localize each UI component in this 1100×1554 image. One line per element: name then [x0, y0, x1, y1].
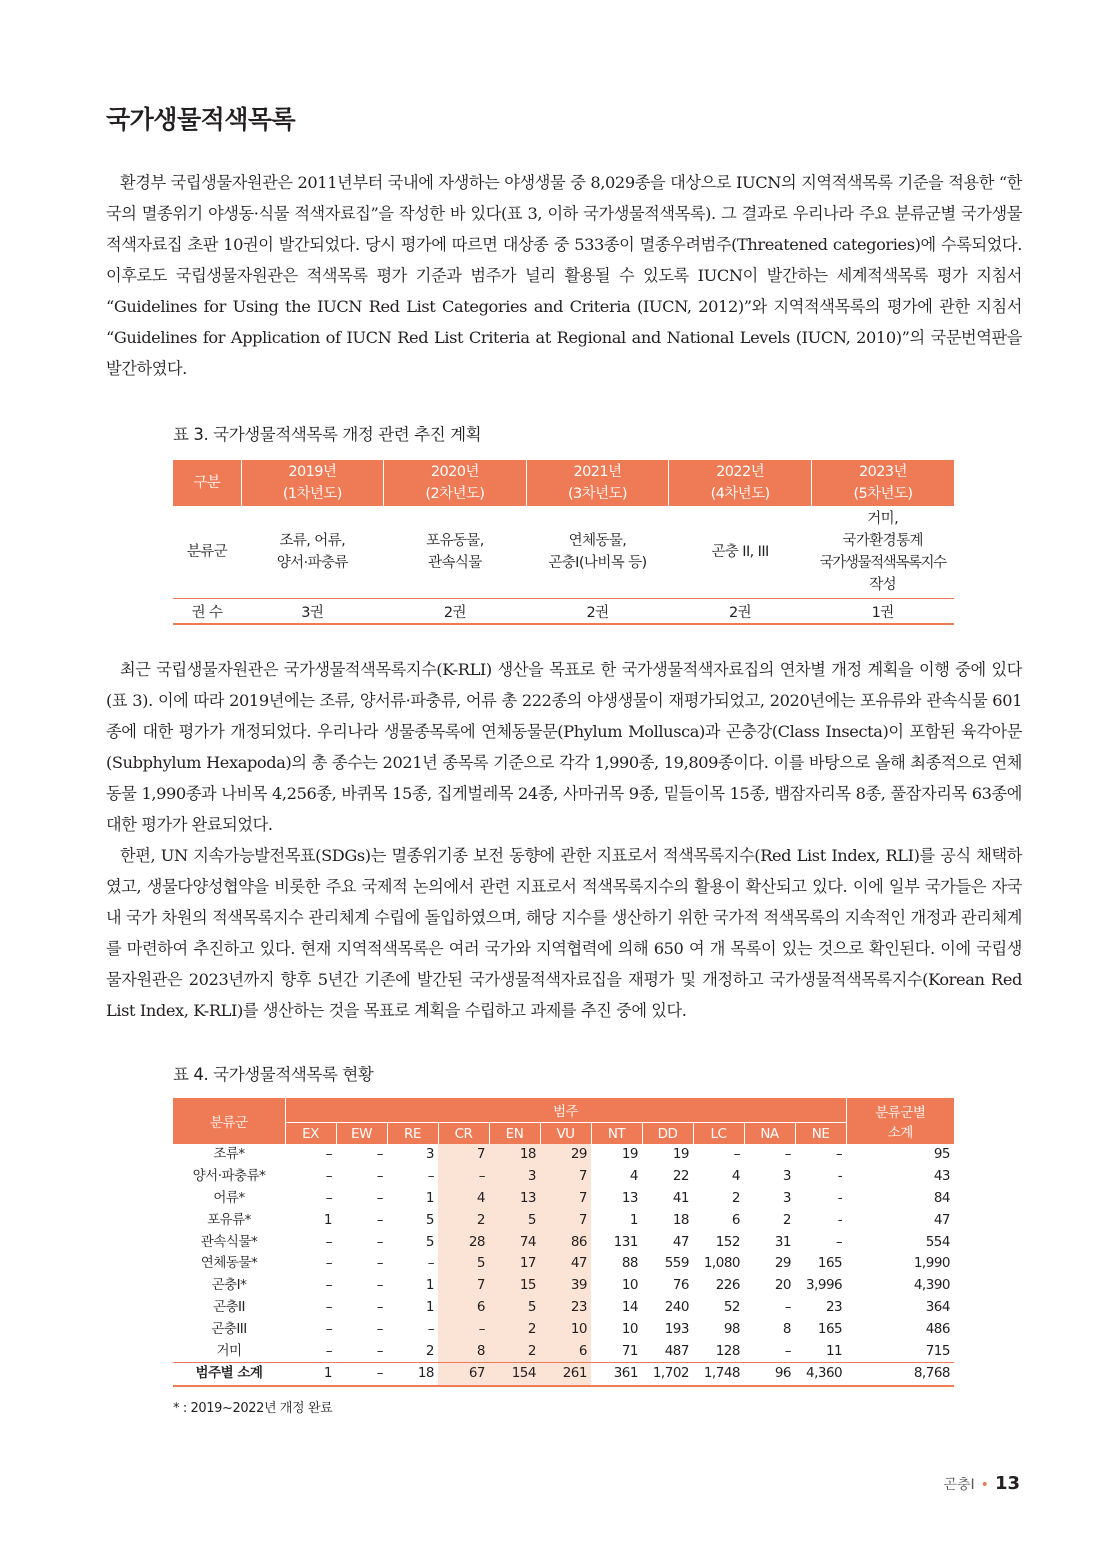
subtotal-cell: 43: [933, 1168, 950, 1185]
table-cell: 559: [664, 1255, 689, 1272]
table-cell: 131: [613, 1233, 638, 1250]
table-cell: 13: [489, 1188, 540, 1210]
table-cell: 3,996: [805, 1277, 843, 1294]
table-cell: 2: [489, 1340, 540, 1362]
header-group: 분류군: [173, 1098, 285, 1144]
table-cell: 연체동물, 곤충I(나비목 등): [526, 506, 669, 599]
row-label: 포유류*: [207, 1211, 251, 1228]
page-number: 13: [994, 1473, 1020, 1494]
header-subtotal: 분류군별 소계: [846, 1098, 954, 1144]
table-header-row: [173, 460, 954, 506]
table-cell: –: [427, 1168, 434, 1185]
table-cell: –: [376, 1233, 383, 1250]
table-cell: 4: [629, 1168, 638, 1185]
category-header: NT: [591, 1123, 642, 1145]
table-cell: –: [427, 1255, 434, 1272]
table-row: [173, 1297, 954, 1319]
table-cell: 3: [425, 1146, 434, 1163]
table-cell: 3: [782, 1168, 791, 1185]
table-cell: 조류, 어류, 양서·파충류: [241, 506, 384, 599]
table-cell: 1: [285, 1362, 336, 1385]
table-row: [173, 1188, 954, 1210]
subtotal-cell: 1,990: [913, 1255, 950, 1272]
row-label: 분류군: [173, 506, 241, 599]
header-category: 범주: [285, 1098, 846, 1123]
table-cell: –: [438, 1166, 489, 1188]
table-cell: 7: [540, 1188, 591, 1210]
table3-caption: 표 3. 국가생물적색목록 개정 관련 추진 계획: [173, 425, 482, 444]
subtotal-cell: 95: [933, 1146, 950, 1163]
table-cell: -: [837, 1168, 843, 1185]
table-cell: 5: [438, 1253, 489, 1275]
category-header: EW: [336, 1123, 387, 1145]
table-cell: 29: [774, 1255, 791, 1272]
table-cell: 8: [782, 1320, 791, 1337]
subtotal-cell: 8,768: [846, 1362, 954, 1385]
table-cell: 20: [774, 1277, 791, 1294]
row-label: 범주별 소계: [173, 1362, 285, 1385]
table-cell: 47: [672, 1233, 689, 1250]
table-cell: 28: [438, 1231, 489, 1253]
header-year: 2022년 (4차년도): [669, 460, 812, 506]
table-cell: –: [784, 1342, 791, 1359]
table-cell: 96: [744, 1362, 795, 1385]
intro-paragraph: [106, 167, 1022, 384]
table-cell: 98: [723, 1320, 740, 1337]
table-cell: 18: [489, 1144, 540, 1166]
table-row: [173, 1209, 954, 1231]
table-cell: –: [376, 1320, 383, 1337]
row-label: 관속식물*: [200, 1233, 258, 1250]
table-row: [173, 1275, 954, 1297]
table-row: [173, 1318, 954, 1340]
subtotal-cell: 486: [925, 1320, 950, 1337]
table-cell: 5: [489, 1209, 540, 1231]
header-label: 구분: [173, 460, 241, 506]
category-header: DD: [642, 1123, 693, 1145]
table-cell: 2: [425, 1342, 434, 1359]
subtotal-cell: 364: [925, 1298, 950, 1315]
table-footnote: * : 2019~2022년 개정 완료: [173, 1401, 333, 1416]
table-cell: 52: [723, 1298, 740, 1315]
category-header: LC: [693, 1123, 744, 1145]
row-label: 권 수: [173, 599, 241, 625]
table-cell: –: [835, 1233, 843, 1250]
table-cell: –: [835, 1146, 843, 1163]
table-row: [173, 1166, 954, 1188]
table-cell: 10: [540, 1318, 591, 1340]
table-cell: 2권: [384, 599, 527, 625]
table-cell: 15: [489, 1275, 540, 1297]
table-cell: 361: [591, 1362, 642, 1385]
table-cell: 154: [489, 1362, 540, 1385]
header-year: 2020년 (2차년도): [384, 460, 527, 506]
table-cell: –: [376, 1298, 383, 1315]
subtotal-cell: 554: [925, 1233, 950, 1250]
table-cell: 6: [731, 1211, 740, 1228]
table-cell: –: [733, 1146, 740, 1163]
table-cell: -: [837, 1211, 843, 1228]
table-cell: 19: [621, 1146, 638, 1163]
table-cell: –: [376, 1168, 383, 1185]
table-cell: –: [325, 1168, 332, 1185]
table-cell: –: [325, 1298, 332, 1315]
subtotal-cell: 4,390: [913, 1277, 950, 1294]
table-cell: 거미, 국가환경통계 국가생물적색목록지수 작성: [811, 506, 954, 599]
table-cell: 152: [715, 1233, 740, 1250]
table-cell: 7: [438, 1275, 489, 1297]
page-title: 국가생물적색목록: [106, 105, 296, 134]
table-cell: 19: [672, 1146, 689, 1163]
table-cell: –: [325, 1277, 332, 1294]
table-cell: 4: [731, 1168, 740, 1185]
table-cell: 14: [621, 1298, 638, 1315]
body-paragraphs: [106, 654, 1022, 1026]
table-cell: 5: [489, 1297, 540, 1319]
table-cell: –: [438, 1318, 489, 1340]
table-cell: –: [376, 1277, 383, 1294]
table-cell: 5: [425, 1211, 434, 1228]
table-header-row: [173, 1123, 954, 1145]
table-cell: 226: [715, 1277, 740, 1294]
table-cell: 7: [540, 1209, 591, 1231]
table-cell: 곤충 II, III: [669, 506, 812, 599]
table-cell: –: [325, 1189, 332, 1206]
table-cell: 165: [817, 1320, 843, 1337]
subtotal-cell: 84: [933, 1189, 950, 1206]
table4-caption: 표 4. 국가생물적색목록 현황: [173, 1065, 374, 1084]
table-cell: 4,360: [795, 1362, 846, 1385]
table-cell: 3: [489, 1166, 540, 1188]
paragraph: 한편, UN 지속가능발전목표(SDGs)는 멸종위기종 보전 동향에 관한 지표로서 적색목록지수(Red List Index, RLI)를 공식 채택하였고, 생물다양성협약을 비롯한 주요 국제적 논의에서 관련 지표로서 적색목록지수의 활용이 확산되고 있다. 이에 일부 국가들은 자국 내 국가 차원의 적색목록지수 관리체계 수립에 돌입하였으며, 해당 지수를 생산하기 위한 국가적 적색목록의 지속적인 개정과 관리체계를 마련하여 추진하고 있다. 현재 지역적색목록은 여러 국가와 지역협력에 의해 650 여 개 목록이 있는 것으로 확인된다. 이에 국립생물자원관은 2023년까지 향후 5년간 기존에 발간된 국가생물적색자료집을 재평가 및 개정하고 국가생물적색목록지수(Korean Red List Index, K-RLI)를 생산하는 것을 목표로 계획을 수립하고 과제를 추진 중에 있다.: [106, 846, 1022, 1020]
category-header: VU: [540, 1123, 591, 1145]
table-cell: –: [376, 1342, 383, 1359]
table-header-row: [173, 1098, 954, 1123]
table-cell: 1: [425, 1277, 434, 1294]
table-cell: 18: [387, 1362, 438, 1385]
section-name: 곤충I: [943, 1477, 975, 1493]
header-year: 2019년 (1차년도): [241, 460, 384, 506]
table-cell: 7: [540, 1166, 591, 1188]
table-cell: 86: [540, 1231, 591, 1253]
table-row: [173, 599, 954, 625]
table-cell: 1: [629, 1211, 638, 1228]
revision-plan-table: [173, 460, 954, 625]
table-cell: 포유동물, 관속식물: [384, 506, 527, 599]
row-label: 곤충II: [212, 1298, 246, 1315]
table-cell: 23: [825, 1298, 843, 1315]
table-cell: 74: [489, 1231, 540, 1253]
table-cell: 6: [540, 1340, 591, 1362]
row-label: 거미: [216, 1342, 242, 1359]
table-cell: 29: [540, 1144, 591, 1166]
table-cell: –: [376, 1255, 383, 1272]
table-cell: 5: [425, 1233, 434, 1250]
table-cell: –: [376, 1211, 383, 1228]
table-cell: 23: [540, 1297, 591, 1319]
table-cell: 13: [621, 1189, 638, 1206]
category-header: NE: [795, 1123, 846, 1145]
table-cell: –: [376, 1189, 383, 1206]
table-cell: –: [427, 1320, 434, 1337]
row-label: 어류*: [213, 1189, 245, 1206]
category-header: NA: [744, 1123, 795, 1145]
row-label: 양서·파충류*: [192, 1168, 266, 1185]
table-cell: 3권: [241, 599, 384, 625]
table-cell: –: [336, 1362, 387, 1385]
table-cell: 4: [438, 1188, 489, 1210]
table-cell: 240: [664, 1298, 689, 1315]
table-cell: 2: [731, 1189, 740, 1206]
table-cell: 31: [774, 1233, 791, 1250]
table-cell: –: [784, 1298, 791, 1315]
table-cell: –: [325, 1255, 332, 1272]
table-cell: –: [784, 1146, 791, 1163]
table-cell: –: [325, 1233, 332, 1250]
table-cell: 88: [621, 1255, 638, 1272]
bullet: •: [980, 1477, 989, 1493]
table-cell: –: [325, 1320, 332, 1337]
red-list-status-table: [173, 1098, 954, 1387]
table-cell: 71: [621, 1342, 638, 1359]
table-cell: 10: [621, 1277, 638, 1294]
header-year: 2021년 (3차년도): [526, 460, 669, 506]
paragraph: 환경부 국립생물자원관은 2011년부터 국내에 자생하는 야생생물 중 8,029종을 대상으로 IUCN의 지역적색목록 기준을 적용한 “한국의 멸종위기 야생동·식물 적색자료집”을 작성한 바 있다(표 3, 이하 국가생물적색목록). 그 결과로 우리나라 주요 분류군별 국가생물적색자료집 초판 10권이 발간되었다. 당시 평가에 따르면 대상종 중 533종이 멸종우려범주(Threatened categories)에 수록되었다. 이후로도 국립생물자원관은 적색목록 평가 기준과 범주가 널리 활용될 수 있도록 IUCN이 발간하는 세계적색목록 평가 지침서 “Guidelines for Using the IUCN Red List Categories and Criteria (IUCN, 2012)”와 지역적색목록의 평가에 관한 지침서 “Guidelines for Application of IUCN Red List Criteria at Regional and National Levels (IUCN, 2010)”의 국문번역판을 발간하였다.: [106, 173, 1022, 378]
table-cell: 1,748: [693, 1362, 744, 1385]
table-cell: 10: [621, 1320, 638, 1337]
table-cell: 8: [438, 1340, 489, 1362]
table-cell: 76: [672, 1277, 689, 1294]
table-cell: 22: [672, 1168, 689, 1185]
table-cell: 17: [489, 1253, 540, 1275]
table-cell: 2: [438, 1209, 489, 1231]
table-cell: 2권: [526, 599, 669, 625]
table-row: [173, 1253, 954, 1275]
table-cell: 1,080: [703, 1255, 740, 1272]
subtotal-cell: 715: [925, 1342, 950, 1359]
paragraph: 최근 국립생물자원관은 국가생물적색목록지수(K-RLI) 생산을 목표로 한 국가생물적색자료집의 연차별 개정 계획을 이행 중에 있다(표 3). 이에 따라 2019년에는 조류, 양서류·파충류, 어류 총 222종의 야생생물이 재평가되었고, 2020년에는 포유류와 관속식물 601종에 대한 평가가 개정되었다. 우리나라 생물종목록에 연체동물문(Phylum Mollusca)과 곤충강(Class Insecta)이 포함된 육각아문(Subphylum Hexapoda)의 총 종수는 2021년 종목록 기준으로 각각 1,990종, 19,809종이다. 이를 바탕으로 올해 최종적으로 연체동물 1,990종과 나비목 4,256종, 바퀴목 15종, 집게벌레목 24종, 사마귀목 9종, 밑들이목 15종, 뱀잠자리목 8종, 풀잠자리목 63종에 대한 평가가 완료되었다.: [106, 660, 1022, 834]
table-cell: 1권: [811, 599, 954, 625]
table-cell: -: [837, 1189, 843, 1206]
table-cell: 487: [664, 1342, 689, 1359]
table-cell: 165: [817, 1255, 843, 1272]
table-cell: 1,702: [642, 1362, 693, 1385]
table-cell: 3: [782, 1189, 791, 1206]
table-row: [173, 1231, 954, 1253]
page-footer: [943, 1473, 1020, 1494]
table-cell: 18: [672, 1211, 689, 1228]
table-cell: –: [325, 1146, 332, 1163]
table-cell: 2: [489, 1318, 540, 1340]
table-row: [173, 1144, 954, 1166]
table-cell: 67: [438, 1362, 489, 1385]
table-cell: –: [376, 1146, 383, 1163]
table-cell: 47: [540, 1253, 591, 1275]
row-label: 연체동물*: [200, 1255, 258, 1272]
table-cell: –: [325, 1342, 332, 1359]
header-year: 2023년 (5차년도): [811, 460, 954, 506]
table-cell: 7: [438, 1144, 489, 1166]
category-header: CR: [438, 1123, 489, 1145]
table-cell: 39: [540, 1275, 591, 1297]
table-cell: 2: [782, 1211, 791, 1228]
row-label: 조류*: [213, 1146, 245, 1163]
row-label: 곤충I*: [211, 1277, 247, 1294]
table-cell: 1: [425, 1189, 434, 1206]
table-cell: 1: [425, 1298, 434, 1315]
table-row: [173, 1340, 954, 1362]
table-cell: 6: [438, 1297, 489, 1319]
row-label: 곤충III: [211, 1320, 247, 1337]
table-cell: 1: [323, 1211, 332, 1228]
subtotal-cell: 47: [933, 1211, 950, 1228]
total-row: [173, 1362, 954, 1385]
table-cell: 11: [825, 1342, 843, 1359]
table-cell: 41: [672, 1189, 689, 1206]
table-cell: 261: [540, 1362, 591, 1385]
category-header: EX: [285, 1123, 336, 1145]
category-header: RE: [387, 1123, 438, 1145]
table-cell: 128: [715, 1342, 740, 1359]
table-row: [173, 506, 954, 599]
table-cell: 2권: [669, 599, 812, 625]
table-cell: 193: [664, 1320, 689, 1337]
category-header: EN: [489, 1123, 540, 1145]
